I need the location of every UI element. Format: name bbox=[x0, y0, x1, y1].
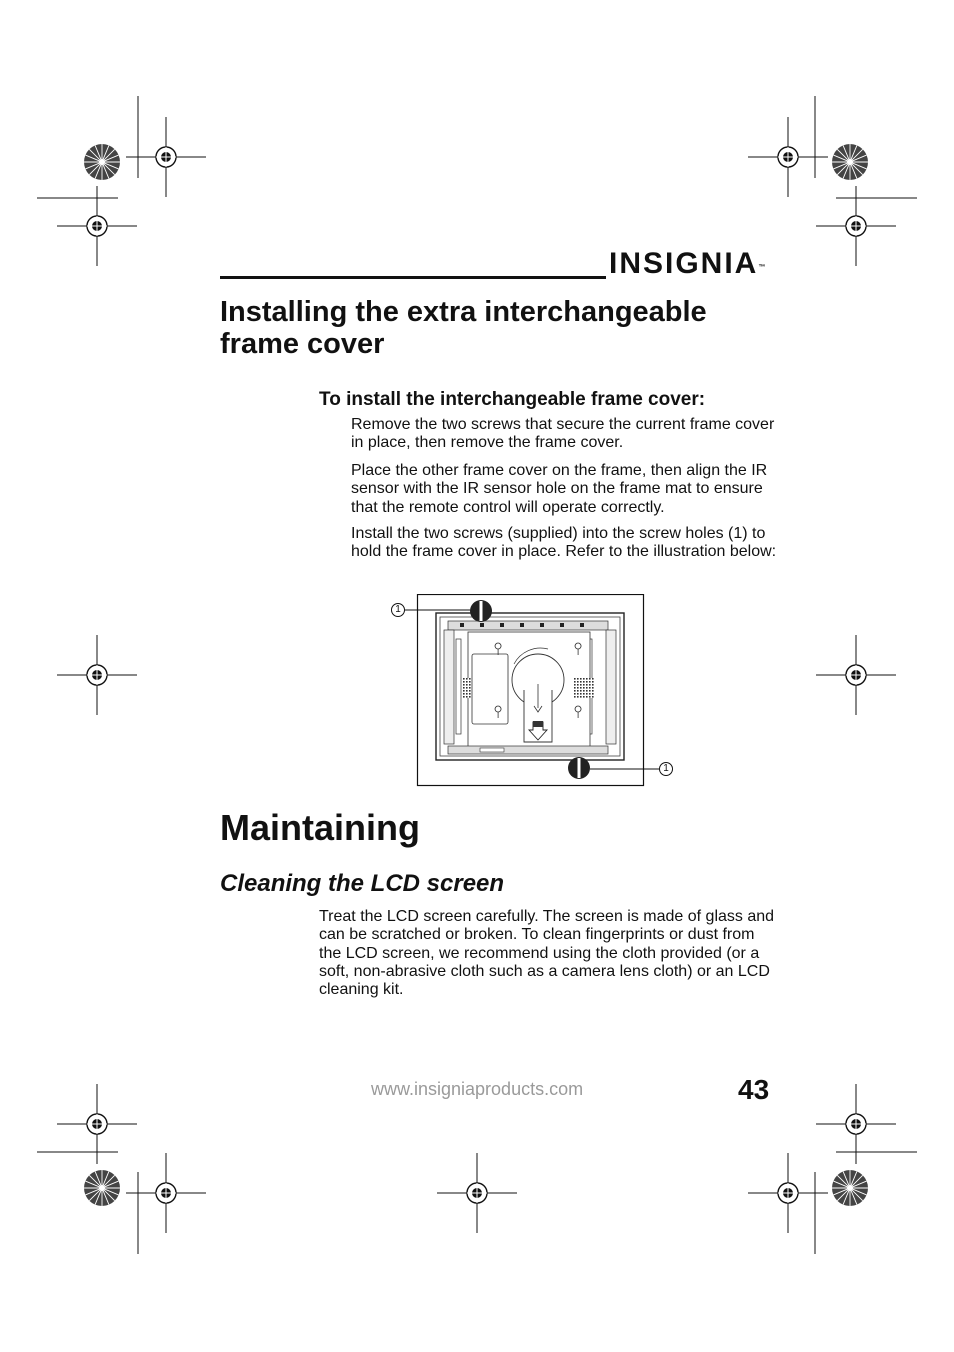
header-rule bbox=[220, 276, 606, 279]
screw-top bbox=[470, 600, 492, 622]
trademark-symbol: ™ bbox=[758, 264, 766, 271]
star-target-top-right bbox=[832, 144, 868, 180]
step-paragraph-1: Remove the two screws that secure the current frame cover in place, then remove the frame cover. bbox=[351, 416, 775, 452]
crosshair-bottom-right-b bbox=[748, 1153, 828, 1233]
page-number: 43 bbox=[738, 1074, 770, 1105]
crosshair-top-right-a bbox=[748, 117, 828, 197]
brand-logo bbox=[609, 244, 765, 284]
crosshair-middle-left bbox=[57, 635, 137, 715]
section-title-installing: Installing the extra interchangeable frame cover bbox=[220, 296, 707, 360]
brand-logo-text: INSIGNIA bbox=[609, 247, 759, 280]
star-target-bottom-left bbox=[84, 1170, 120, 1206]
screw-bottom bbox=[568, 757, 590, 779]
star-target-top-left bbox=[84, 144, 120, 180]
frame-back-illustration bbox=[388, 594, 680, 792]
crosshair-middle-right bbox=[816, 635, 896, 715]
crop-line-bottom-left bbox=[37, 1152, 138, 1254]
step-paragraph-3: Install the two screws (supplied) into the screw holes (1) to hold the frame cover in place. Refer to the illustration below: bbox=[351, 525, 777, 561]
subsection-title-cleaning: Cleaning the LCD screen bbox=[220, 870, 505, 897]
crop-line-top-right bbox=[815, 96, 917, 198]
callout-label-top: 1 bbox=[395, 604, 401, 615]
procedure-heading: To install the interchangeable frame cover: bbox=[319, 389, 706, 410]
cleaning-paragraph: Treat the LCD screen carefully. The screen is made of glass and can be scratched or broken. To clean fingerprints or dust from the LCD screen, we recommend using the cloth provided (or a soft, non-abrasive cloth such as a camera lens cloth) or an LCD cleaning kit. bbox=[319, 908, 775, 999]
crop-line-bottom-right bbox=[815, 1152, 917, 1254]
callout-label-bottom: 1 bbox=[663, 763, 669, 774]
section-title-maintaining: Maintaining bbox=[220, 807, 420, 848]
step-paragraph-2: Place the other frame cover on the frame, then align the IR sensor with the IR sensor hole on the frame mat to ensure that the remote control will operate correctly. bbox=[351, 462, 768, 516]
crosshair-bottom-center bbox=[437, 1153, 517, 1233]
crop-line-top-left bbox=[37, 96, 138, 198]
star-target-bottom-right bbox=[832, 1170, 868, 1206]
footer-url: www.insigniaproducts.com bbox=[371, 1079, 584, 1099]
